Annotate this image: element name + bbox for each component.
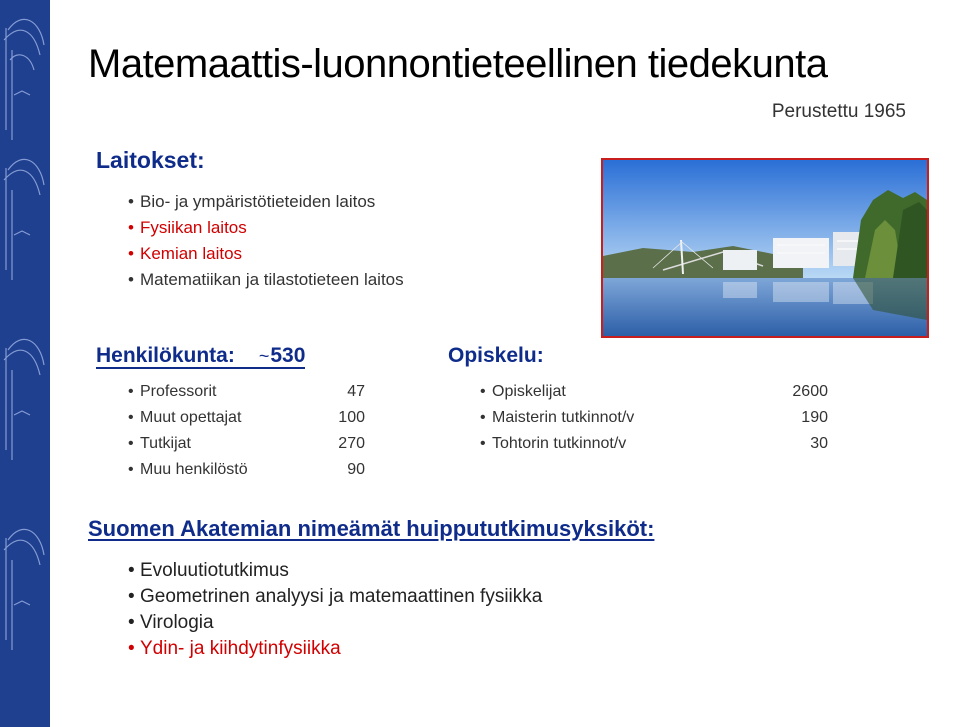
list-item: • Muut opettajat 100: [128, 408, 365, 434]
list-item: • Opiskelijat 2600: [480, 382, 828, 408]
campus-photo: [601, 158, 929, 338]
campus-lake-image: [603, 160, 927, 336]
list-item: • Professorit 47: [128, 382, 365, 408]
list-item: • Matematiikan ja tilastotieteen laitos: [128, 270, 404, 296]
list-item: • Geometrinen analyysi ja matemaattinen fysiikka: [128, 586, 542, 612]
departments-list: [128, 192, 404, 296]
founded-year: Perustettu 1965: [771, 101, 906, 122]
list-item: • Muu henkilöstö 90: [128, 460, 365, 486]
staff-heading: Henkilökunta: ~530: [96, 344, 306, 367]
sidebar-pattern: [0, 0, 50, 727]
list-item: • Virologia: [128, 612, 542, 638]
list-item: • Tutkijat 270: [128, 434, 365, 460]
list-item: • Kemian laitos: [128, 244, 404, 270]
studies-list: [480, 382, 828, 460]
list-item: • Fysiikan laitos: [128, 218, 404, 244]
staff-heading-underline: [96, 367, 305, 369]
staff-total: 530: [270, 344, 306, 367]
list-item: • Ydin- ja kiihdytinfysiikka: [128, 638, 542, 664]
list-item: • Maisterin tutkinnot/v 190: [480, 408, 828, 434]
staff-list: [128, 382, 365, 486]
list-item: • Tohtorin tutkinnot/v 30: [480, 434, 828, 460]
centres-list: [128, 560, 542, 664]
list-item: • Bio- ja ympäristötieteiden laitos: [128, 192, 404, 218]
decorative-sidebar: [0, 0, 50, 727]
departments-heading: Laitokset:: [96, 147, 205, 173]
centres-heading: Suomen Akatemian nimeämät huippututkimusyksiköt:: [88, 516, 655, 541]
page-title: Matemaattis-luonnontieteellinen tiedekunta: [88, 42, 828, 86]
studies-heading: Opiskelu:: [448, 344, 544, 367]
list-item: • Evoluutiotutkimus: [128, 560, 542, 586]
